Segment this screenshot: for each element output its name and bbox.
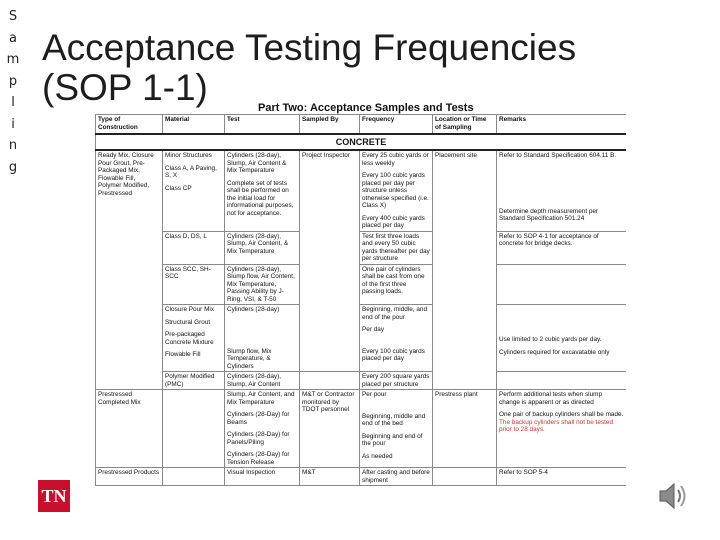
cell-text xyxy=(499,411,624,434)
cell-text: Class CP xyxy=(165,184,192,192)
cell-type: Prestressed Completed Mix xyxy=(96,390,163,468)
cell-sampled-by: M&T or Contractor monitored by TDOT personnel xyxy=(300,390,360,468)
table-row xyxy=(96,390,627,468)
cell-text: Every 25 cubic yards or less weekly xyxy=(362,152,429,167)
cell-test: Visual Inspection xyxy=(225,468,300,486)
cell-remarks xyxy=(497,150,627,231)
cell-material xyxy=(163,468,225,486)
cell-material xyxy=(163,305,225,372)
sidebar-letter: n xyxy=(8,138,18,153)
cell-location: Placement site xyxy=(433,150,497,390)
cell-text: Cylinders (28-day), Slump, Air Content & Mix Temperature xyxy=(227,152,287,174)
cell-test xyxy=(225,390,300,468)
cell-remarks xyxy=(497,390,627,468)
sidebar-letter: a xyxy=(9,30,17,46)
cell-remarks xyxy=(497,372,627,390)
cell-text: Beginning, middle, and end of the pour xyxy=(362,306,428,321)
table-row xyxy=(96,231,627,264)
cell-text: Pre-packaged Concrete Mixture xyxy=(165,331,214,346)
cell-frequency xyxy=(360,305,433,372)
acceptance-table xyxy=(95,114,626,512)
cell-text: Cylinders (28-Day) for Tension Release xyxy=(227,451,290,466)
cell-text: Cylinders required for excavatable only xyxy=(499,348,610,356)
table-caption: Part Two: Acceptance Samples and Tests xyxy=(258,102,474,114)
sidebar-letter: l xyxy=(11,95,15,110)
cell-remarks xyxy=(497,305,627,372)
cell-test xyxy=(225,305,300,372)
cell-type: Ready Mix, Closure Pour Grout, Pre-Packaged Mix, Flowable Fill, Polymer Modified, Prestressed xyxy=(96,150,163,390)
cell-text: Closure Pour Mix xyxy=(165,306,215,313)
cell-material xyxy=(163,390,225,468)
cell-text: Slump flow, Mix Temperature, & Cylinders xyxy=(227,347,272,370)
cell-remarks: Refer to SOP 4-1 for acceptance of concrete for bridge decks. xyxy=(497,231,627,264)
cell-location xyxy=(433,468,497,486)
cell-test: Cylinders (28-day), Slump flow, Air Content, Mix Temperature, Passing Ability by J-Ring, VSI, & T-50 xyxy=(225,264,300,305)
sidebar-letter: g xyxy=(8,159,18,175)
table-header-row xyxy=(96,115,627,135)
cell-location: Prestress plant xyxy=(433,390,497,468)
cell-text: Cylinders (28-day) xyxy=(227,306,280,313)
header-remarks: Remarks xyxy=(497,115,627,135)
cell-text: Beginning, middle and end of the bed xyxy=(362,412,426,427)
sidebar-letter: S xyxy=(8,9,18,24)
section-header: CONCRETE xyxy=(96,134,627,150)
speaker-icon[interactable] xyxy=(654,478,690,514)
cell-text: Use limited to 2 cubic yards per day. xyxy=(499,336,602,343)
vertical-sidebar-text xyxy=(6,6,20,178)
tn-logo: TN xyxy=(38,480,70,512)
cell-text: Every 100 cubic yards placed per day per structure unless otherwise specified (i.e. Class X) xyxy=(362,172,429,209)
cell-test xyxy=(225,150,300,231)
cell-frequency: Test first three loads and every 50 cubic yards thereafter per day per structure xyxy=(360,231,433,264)
slide-title-line-2: (SOP 1-1) xyxy=(42,67,208,108)
cell-frequency xyxy=(360,390,433,468)
cell-sampled-by: M&T xyxy=(300,468,360,486)
header-material: Material xyxy=(163,115,225,135)
table-row xyxy=(96,372,627,390)
header-sampled-by: Sampled By xyxy=(300,115,360,135)
cell-text: Minor Structures xyxy=(165,152,212,159)
cell-text: As needed xyxy=(362,452,393,460)
remark-text: One pair of backup cylinders shall be made. xyxy=(499,411,624,418)
cell-remarks: Refer to SOP 5-4 xyxy=(497,468,627,486)
cell-text: Complete set of tests shall be performed on the initial load for informational purposes, not for acceptance. xyxy=(227,179,294,217)
cell-frequency xyxy=(360,150,433,231)
cell-material xyxy=(163,150,225,231)
cell-test: Cylinders (28-day), Slump, Air Content, & Mix Temperature xyxy=(225,231,300,264)
cell-text: Structural Grout xyxy=(165,318,211,326)
cell-text: Slump, Air Content, and Mix Temperature xyxy=(227,391,295,406)
sidebar-letter: p xyxy=(8,73,18,89)
cell-material: Class D, DS, L xyxy=(163,231,225,264)
cell-text: Every 400 cubic yards placed per day xyxy=(362,214,425,229)
cell-test: Cylinders (28-day), Slump, Air Content xyxy=(225,372,300,390)
cell-text: Flowable Fill xyxy=(165,351,201,358)
cell-frequency: Every 200 square yards placed per structure xyxy=(360,372,433,390)
cell-text: Per day xyxy=(362,326,385,333)
cell-sampled-by xyxy=(300,372,360,390)
table-row xyxy=(96,150,627,231)
cell-text: Refer to Standard Specification 604.11 B. xyxy=(499,152,617,159)
cell-text: Beginning and end of the pour xyxy=(362,432,423,447)
header-type: Type of Construction xyxy=(96,115,163,135)
cell-text: Per pour xyxy=(362,391,387,398)
cell-sampled-by: Project Inspector xyxy=(300,150,360,372)
cell-text: Cylinders (28-Day) for Panels/Piling xyxy=(227,431,290,446)
cell-frequency: After casting and before shipment xyxy=(360,468,433,486)
cell-type: Prestressed Products xyxy=(96,468,163,486)
cell-text: Cylinders (28-Day) for Beams xyxy=(227,411,290,426)
cell-remarks xyxy=(497,264,627,305)
sidebar-letter: m xyxy=(6,52,20,67)
cell-material: Class SCC, SH-SCC xyxy=(163,264,225,305)
header-frequency: Frequency xyxy=(360,115,433,135)
slide-title-line-1: Acceptance Testing Frequencies xyxy=(42,27,577,68)
cell-text: Class A, A Paving, S, X xyxy=(165,164,217,179)
cell-text: Determine depth measurement per Standard Specification 501.24 xyxy=(499,207,599,222)
sidebar-letter: i xyxy=(11,116,15,132)
cell-text: Every 100 cubic yards placed per day xyxy=(362,347,425,362)
table-row xyxy=(96,264,627,305)
cell-text: Perform additional tests when slump change is apparent or as directed xyxy=(499,391,603,406)
header-location: Location or Time of Sampling xyxy=(433,115,497,135)
table-row xyxy=(96,468,627,486)
cell-material: Polymer Modified (PMC) xyxy=(163,372,225,390)
header-test: Test xyxy=(225,115,300,135)
slide-title xyxy=(42,28,576,108)
table-row xyxy=(96,305,627,372)
remark-warning: The backup cylinders shall not be tested prior to 28 days. xyxy=(499,418,614,433)
cell-frequency: One pair of cylinders shall be cast from one of the first three passing loads. xyxy=(360,264,433,305)
